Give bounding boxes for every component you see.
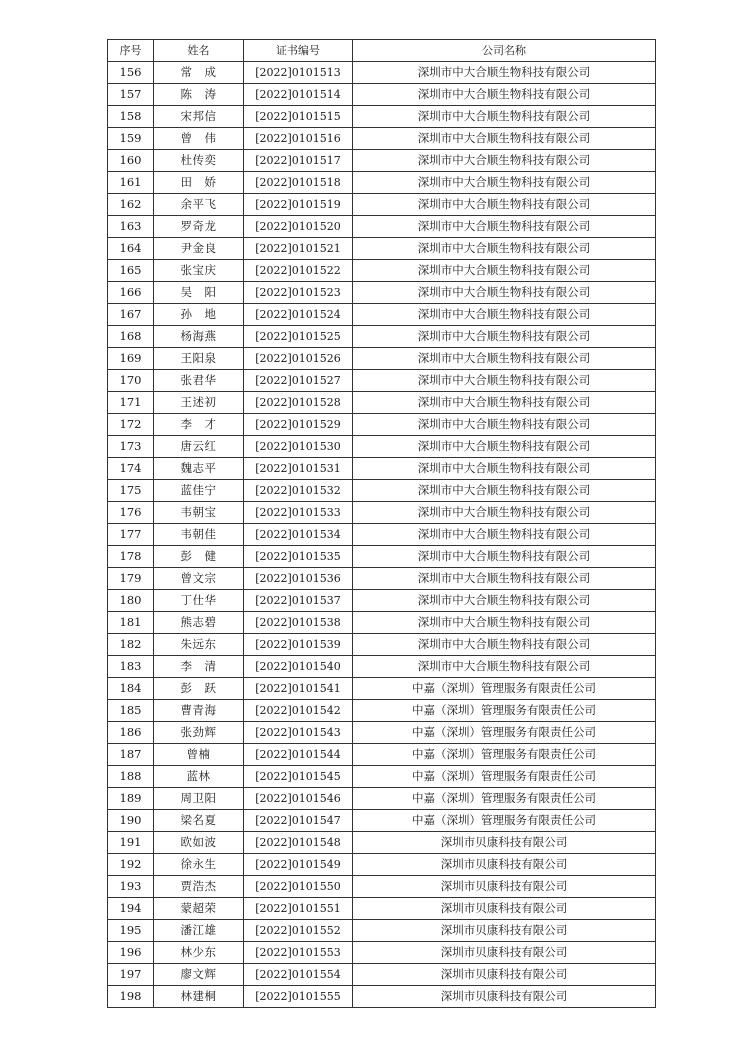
cell-name: 魏志平 bbox=[154, 458, 244, 480]
cell-serial-no: 196 bbox=[108, 942, 154, 964]
cell-name: 余平飞 bbox=[154, 194, 244, 216]
cell-name: 彭 跃 bbox=[154, 678, 244, 700]
table-row bbox=[108, 656, 656, 678]
cell-serial-no: 164 bbox=[108, 238, 154, 260]
cell-name: 彭 健 bbox=[154, 546, 244, 568]
cell-serial-no: 168 bbox=[108, 326, 154, 348]
cell-certificate-no: [2022]0101518 bbox=[244, 172, 353, 194]
cell-certificate-no: [2022]0101554 bbox=[244, 964, 353, 986]
table-row bbox=[108, 832, 656, 854]
cell-certificate-no: [2022]0101536 bbox=[244, 568, 353, 590]
cell-serial-no: 198 bbox=[108, 986, 154, 1008]
cell-company: 深圳市中大合顺生物科技有限公司 bbox=[353, 62, 656, 84]
cell-certificate-no: [2022]0101520 bbox=[244, 216, 353, 238]
table-row bbox=[108, 568, 656, 590]
cell-name: 周卫阳 bbox=[154, 788, 244, 810]
cell-certificate-no: [2022]0101541 bbox=[244, 678, 353, 700]
cell-serial-no: 188 bbox=[108, 766, 154, 788]
cell-name: 蓝林 bbox=[154, 766, 244, 788]
cell-certificate-no: [2022]0101519 bbox=[244, 194, 353, 216]
cell-name: 曾楠 bbox=[154, 744, 244, 766]
table-row bbox=[108, 128, 656, 150]
table-row bbox=[108, 722, 656, 744]
table-row bbox=[108, 590, 656, 612]
cell-company: 深圳市贝康科技有限公司 bbox=[353, 942, 656, 964]
header-name: 姓名 bbox=[154, 40, 244, 62]
cell-company: 深圳市中大合顺生物科技有限公司 bbox=[353, 150, 656, 172]
cell-certificate-no: [2022]0101524 bbox=[244, 304, 353, 326]
header-row bbox=[108, 40, 656, 62]
cell-name: 曹青海 bbox=[154, 700, 244, 722]
cell-serial-no: 176 bbox=[108, 502, 154, 524]
cell-name: 潘江雄 bbox=[154, 920, 244, 942]
table-body bbox=[108, 62, 656, 1008]
table-row bbox=[108, 986, 656, 1008]
table-row bbox=[108, 744, 656, 766]
cell-name: 张劲辉 bbox=[154, 722, 244, 744]
cell-company: 深圳市贝康科技有限公司 bbox=[353, 920, 656, 942]
cell-company: 深圳市中大合顺生物科技有限公司 bbox=[353, 546, 656, 568]
cell-company: 深圳市中大合顺生物科技有限公司 bbox=[353, 436, 656, 458]
cell-company: 深圳市中大合顺生物科技有限公司 bbox=[353, 414, 656, 436]
cell-certificate-no: [2022]0101545 bbox=[244, 766, 353, 788]
cell-serial-no: 172 bbox=[108, 414, 154, 436]
cell-serial-no: 174 bbox=[108, 458, 154, 480]
cell-name: 张宝庆 bbox=[154, 260, 244, 282]
cell-serial-no: 162 bbox=[108, 194, 154, 216]
header-serial-no: 序号 bbox=[108, 40, 154, 62]
table-row bbox=[108, 370, 656, 392]
cell-certificate-no: [2022]0101547 bbox=[244, 810, 353, 832]
cell-serial-no: 197 bbox=[108, 964, 154, 986]
cell-serial-no: 159 bbox=[108, 128, 154, 150]
cell-company: 深圳市中大合顺生物科技有限公司 bbox=[353, 326, 656, 348]
table-row bbox=[108, 392, 656, 414]
cell-certificate-no: [2022]0101517 bbox=[244, 150, 353, 172]
cell-certificate-no: [2022]0101534 bbox=[244, 524, 353, 546]
table-row bbox=[108, 436, 656, 458]
cell-company: 深圳市贝康科技有限公司 bbox=[353, 876, 656, 898]
cell-certificate-no: [2022]0101527 bbox=[244, 370, 353, 392]
cell-company: 中嘉（深圳）管理服务有限责任公司 bbox=[353, 766, 656, 788]
cell-company: 深圳市贝康科技有限公司 bbox=[353, 898, 656, 920]
cell-name: 吴 阳 bbox=[154, 282, 244, 304]
cell-name: 王阳泉 bbox=[154, 348, 244, 370]
cell-serial-no: 175 bbox=[108, 480, 154, 502]
cell-name: 陈 涛 bbox=[154, 84, 244, 106]
cell-name: 孙 地 bbox=[154, 304, 244, 326]
table-row bbox=[108, 62, 656, 84]
cell-certificate-no: [2022]0101514 bbox=[244, 84, 353, 106]
cell-name: 韦朝宝 bbox=[154, 502, 244, 524]
cell-name: 曾 伟 bbox=[154, 128, 244, 150]
cell-serial-no: 193 bbox=[108, 876, 154, 898]
cell-company: 深圳市中大合顺生物科技有限公司 bbox=[353, 524, 656, 546]
cell-company: 深圳市中大合顺生物科技有限公司 bbox=[353, 106, 656, 128]
cell-name: 林建桐 bbox=[154, 986, 244, 1008]
cell-serial-no: 166 bbox=[108, 282, 154, 304]
cell-company: 深圳市中大合顺生物科技有限公司 bbox=[353, 194, 656, 216]
cell-name: 田 娇 bbox=[154, 172, 244, 194]
cell-company: 深圳市中大合顺生物科技有限公司 bbox=[353, 260, 656, 282]
cell-serial-no: 184 bbox=[108, 678, 154, 700]
table-row bbox=[108, 326, 656, 348]
cell-company: 中嘉（深圳）管理服务有限责任公司 bbox=[353, 744, 656, 766]
cell-certificate-no: [2022]0101523 bbox=[244, 282, 353, 304]
cell-company: 深圳市中大合顺生物科技有限公司 bbox=[353, 392, 656, 414]
cell-name: 蓝佳宁 bbox=[154, 480, 244, 502]
table-row bbox=[108, 854, 656, 876]
table-row bbox=[108, 788, 656, 810]
certificate-table bbox=[107, 39, 656, 1008]
cell-company: 深圳市中大合顺生物科技有限公司 bbox=[353, 282, 656, 304]
cell-name: 贾浩杰 bbox=[154, 876, 244, 898]
table-row bbox=[108, 260, 656, 282]
cell-company: 深圳市贝康科技有限公司 bbox=[353, 854, 656, 876]
cell-name: 林少东 bbox=[154, 942, 244, 964]
cell-company: 深圳市中大合顺生物科技有限公司 bbox=[353, 634, 656, 656]
cell-certificate-no: [2022]0101528 bbox=[244, 392, 353, 414]
cell-serial-no: 185 bbox=[108, 700, 154, 722]
cell-name: 韦朝佳 bbox=[154, 524, 244, 546]
cell-certificate-no: [2022]0101543 bbox=[244, 722, 353, 744]
cell-certificate-no: [2022]0101529 bbox=[244, 414, 353, 436]
cell-certificate-no: [2022]0101553 bbox=[244, 942, 353, 964]
cell-certificate-no: [2022]0101535 bbox=[244, 546, 353, 568]
cell-certificate-no: [2022]0101540 bbox=[244, 656, 353, 678]
cell-name: 徐永生 bbox=[154, 854, 244, 876]
table-row bbox=[108, 282, 656, 304]
table-row bbox=[108, 106, 656, 128]
cell-company: 深圳市贝康科技有限公司 bbox=[353, 986, 656, 1008]
cell-name: 常 成 bbox=[154, 62, 244, 84]
table-row bbox=[108, 194, 656, 216]
table-row bbox=[108, 524, 656, 546]
cell-serial-no: 178 bbox=[108, 546, 154, 568]
header-certificate-no: 证书编号 bbox=[244, 40, 353, 62]
cell-serial-no: 167 bbox=[108, 304, 154, 326]
cell-company: 中嘉（深圳）管理服务有限责任公司 bbox=[353, 722, 656, 744]
table-row bbox=[108, 942, 656, 964]
cell-serial-no: 173 bbox=[108, 436, 154, 458]
table-row bbox=[108, 480, 656, 502]
cell-company: 深圳市贝康科技有限公司 bbox=[353, 832, 656, 854]
cell-serial-no: 160 bbox=[108, 150, 154, 172]
table-row bbox=[108, 502, 656, 524]
cell-certificate-no: [2022]0101537 bbox=[244, 590, 353, 612]
cell-serial-no: 194 bbox=[108, 898, 154, 920]
cell-certificate-no: [2022]0101539 bbox=[244, 634, 353, 656]
certificate-list-page bbox=[107, 39, 655, 1008]
cell-company: 深圳市中大合顺生物科技有限公司 bbox=[353, 348, 656, 370]
cell-serial-no: 195 bbox=[108, 920, 154, 942]
cell-name: 罗奇龙 bbox=[154, 216, 244, 238]
table-row bbox=[108, 964, 656, 986]
cell-company: 深圳市中大合顺生物科技有限公司 bbox=[353, 216, 656, 238]
cell-serial-no: 170 bbox=[108, 370, 154, 392]
cell-company: 深圳市中大合顺生物科技有限公司 bbox=[353, 656, 656, 678]
cell-name: 唐云红 bbox=[154, 436, 244, 458]
table-row bbox=[108, 678, 656, 700]
cell-name: 丁仕华 bbox=[154, 590, 244, 612]
cell-company: 中嘉（深圳）管理服务有限责任公司 bbox=[353, 788, 656, 810]
cell-name: 杨海燕 bbox=[154, 326, 244, 348]
cell-company: 中嘉（深圳）管理服务有限责任公司 bbox=[353, 678, 656, 700]
cell-name: 张君华 bbox=[154, 370, 244, 392]
cell-name: 王述初 bbox=[154, 392, 244, 414]
cell-certificate-no: [2022]0101531 bbox=[244, 458, 353, 480]
table-row bbox=[108, 348, 656, 370]
table-row bbox=[108, 546, 656, 568]
cell-certificate-no: [2022]0101548 bbox=[244, 832, 353, 854]
table-row bbox=[108, 304, 656, 326]
cell-name: 杜传奕 bbox=[154, 150, 244, 172]
cell-name: 熊志碧 bbox=[154, 612, 244, 634]
cell-company: 深圳市中大合顺生物科技有限公司 bbox=[353, 304, 656, 326]
cell-company: 深圳市贝康科技有限公司 bbox=[353, 964, 656, 986]
table-row bbox=[108, 238, 656, 260]
cell-company: 深圳市中大合顺生物科技有限公司 bbox=[353, 84, 656, 106]
cell-company: 深圳市中大合顺生物科技有限公司 bbox=[353, 370, 656, 392]
cell-serial-no: 183 bbox=[108, 656, 154, 678]
cell-certificate-no: [2022]0101533 bbox=[244, 502, 353, 524]
cell-company: 深圳市中大合顺生物科技有限公司 bbox=[353, 172, 656, 194]
table-row bbox=[108, 612, 656, 634]
table-row bbox=[108, 700, 656, 722]
cell-serial-no: 182 bbox=[108, 634, 154, 656]
cell-name: 欧如波 bbox=[154, 832, 244, 854]
cell-name: 李 清 bbox=[154, 656, 244, 678]
cell-serial-no: 186 bbox=[108, 722, 154, 744]
cell-certificate-no: [2022]0101525 bbox=[244, 326, 353, 348]
cell-serial-no: 171 bbox=[108, 392, 154, 414]
cell-certificate-no: [2022]0101526 bbox=[244, 348, 353, 370]
cell-serial-no: 163 bbox=[108, 216, 154, 238]
cell-certificate-no: [2022]0101513 bbox=[244, 62, 353, 84]
table-row bbox=[108, 876, 656, 898]
cell-serial-no: 165 bbox=[108, 260, 154, 282]
table-row bbox=[108, 634, 656, 656]
table-row bbox=[108, 898, 656, 920]
cell-company: 深圳市中大合顺生物科技有限公司 bbox=[353, 502, 656, 524]
cell-name: 蒙超荣 bbox=[154, 898, 244, 920]
cell-serial-no: 192 bbox=[108, 854, 154, 876]
cell-serial-no: 161 bbox=[108, 172, 154, 194]
cell-certificate-no: [2022]0101555 bbox=[244, 986, 353, 1008]
cell-certificate-no: [2022]0101544 bbox=[244, 744, 353, 766]
cell-serial-no: 190 bbox=[108, 810, 154, 832]
cell-certificate-no: [2022]0101538 bbox=[244, 612, 353, 634]
table-row bbox=[108, 766, 656, 788]
cell-certificate-no: [2022]0101521 bbox=[244, 238, 353, 260]
cell-name: 廖文辉 bbox=[154, 964, 244, 986]
cell-name: 李 才 bbox=[154, 414, 244, 436]
cell-certificate-no: [2022]0101551 bbox=[244, 898, 353, 920]
cell-certificate-no: [2022]0101532 bbox=[244, 480, 353, 502]
cell-company: 深圳市中大合顺生物科技有限公司 bbox=[353, 480, 656, 502]
cell-company: 深圳市中大合顺生物科技有限公司 bbox=[353, 238, 656, 260]
table-row bbox=[108, 920, 656, 942]
cell-serial-no: 177 bbox=[108, 524, 154, 546]
cell-company: 深圳市中大合顺生物科技有限公司 bbox=[353, 568, 656, 590]
cell-name: 宋邦信 bbox=[154, 106, 244, 128]
cell-company: 深圳市中大合顺生物科技有限公司 bbox=[353, 590, 656, 612]
cell-serial-no: 157 bbox=[108, 84, 154, 106]
header-company: 公司名称 bbox=[353, 40, 656, 62]
table-row bbox=[108, 216, 656, 238]
cell-certificate-no: [2022]0101550 bbox=[244, 876, 353, 898]
cell-name: 尹金良 bbox=[154, 238, 244, 260]
table-row bbox=[108, 414, 656, 436]
cell-serial-no: 180 bbox=[108, 590, 154, 612]
table-row bbox=[108, 458, 656, 480]
cell-certificate-no: [2022]0101546 bbox=[244, 788, 353, 810]
cell-serial-no: 156 bbox=[108, 62, 154, 84]
cell-certificate-no: [2022]0101549 bbox=[244, 854, 353, 876]
cell-certificate-no: [2022]0101542 bbox=[244, 700, 353, 722]
cell-certificate-no: [2022]0101552 bbox=[244, 920, 353, 942]
cell-company: 深圳市中大合顺生物科技有限公司 bbox=[353, 458, 656, 480]
cell-company: 中嘉（深圳）管理服务有限责任公司 bbox=[353, 700, 656, 722]
cell-name: 朱远东 bbox=[154, 634, 244, 656]
cell-serial-no: 181 bbox=[108, 612, 154, 634]
cell-serial-no: 189 bbox=[108, 788, 154, 810]
cell-company: 中嘉（深圳）管理服务有限责任公司 bbox=[353, 810, 656, 832]
cell-certificate-no: [2022]0101516 bbox=[244, 128, 353, 150]
cell-serial-no: 187 bbox=[108, 744, 154, 766]
table-row bbox=[108, 172, 656, 194]
cell-certificate-no: [2022]0101515 bbox=[244, 106, 353, 128]
cell-company: 深圳市中大合顺生物科技有限公司 bbox=[353, 612, 656, 634]
cell-serial-no: 179 bbox=[108, 568, 154, 590]
cell-serial-no: 191 bbox=[108, 832, 154, 854]
cell-certificate-no: [2022]0101530 bbox=[244, 436, 353, 458]
table-row bbox=[108, 810, 656, 832]
cell-serial-no: 158 bbox=[108, 106, 154, 128]
table-row bbox=[108, 150, 656, 172]
table-row bbox=[108, 84, 656, 106]
cell-certificate-no: [2022]0101522 bbox=[244, 260, 353, 282]
table-header bbox=[108, 40, 656, 62]
cell-name: 梁名夏 bbox=[154, 810, 244, 832]
cell-serial-no: 169 bbox=[108, 348, 154, 370]
cell-company: 深圳市中大合顺生物科技有限公司 bbox=[353, 128, 656, 150]
cell-name: 曾文宗 bbox=[154, 568, 244, 590]
